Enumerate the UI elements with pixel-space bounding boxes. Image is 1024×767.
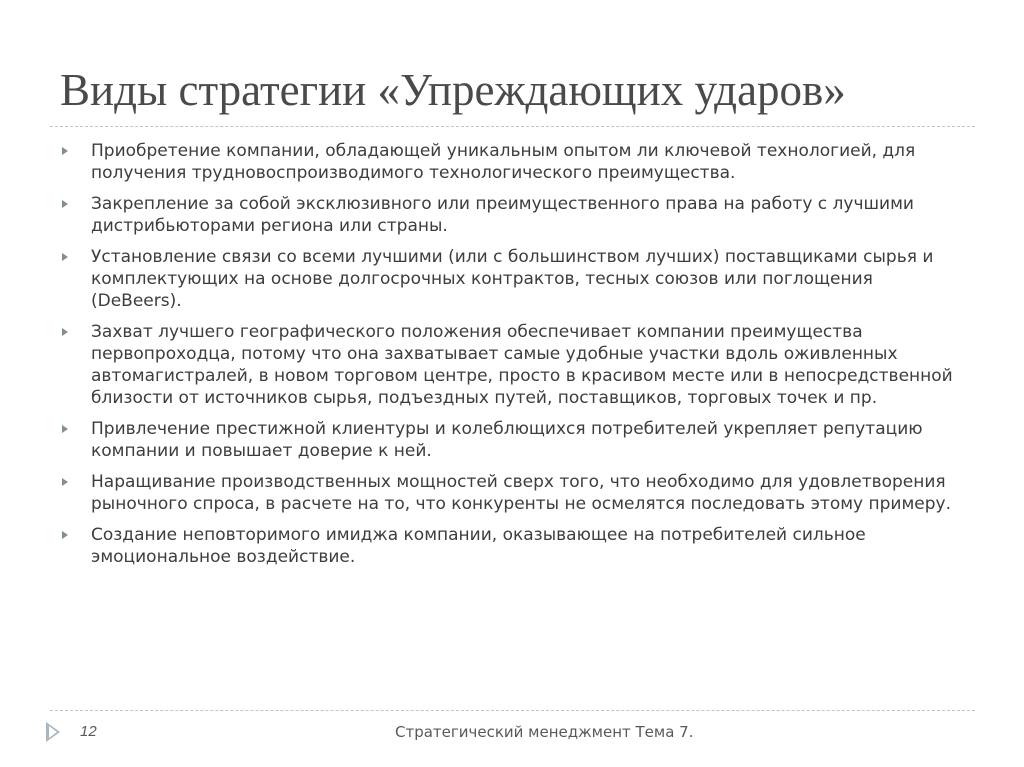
triangle-bullet-icon <box>62 200 68 208</box>
triangle-bullet-icon <box>62 253 68 261</box>
triangle-bullet-icon <box>62 328 68 336</box>
slide-title: Виды стратегии «Упреждающих ударов» <box>60 65 846 115</box>
footer-text: Стратегический менеджмент Тема 7. <box>395 723 694 741</box>
triangle-bullet-icon <box>62 147 68 155</box>
title-divider <box>50 126 975 127</box>
page-number: 12 <box>80 723 97 740</box>
bullet-text: Установление связи со всеми лучшими (или с большинством лучших) поставщиками сырья и комплектующих на основе долгосрочных контрактов, тесных союзов или поглощения (DeBeers). <box>91 247 934 311</box>
triangle-bullet-icon <box>62 478 68 486</box>
footer-arrow-icon <box>46 722 60 742</box>
bullet-item <box>60 524 960 568</box>
bullet-list <box>60 140 960 577</box>
bullet-text: Приобретение компании, обладающей уникальным опытом ли ключевой технологией, для получения трудновоспроизводимого технологического преимущества. <box>91 141 916 183</box>
bullet-item <box>60 193 960 237</box>
bullet-text: Наращивание производственных мощностей сверх того, что необходимо для удовлетворения рыночного спроса, в расчете на то, что конкуренты не осмелятся последовать этому примеру. <box>91 472 952 514</box>
bullet-item <box>60 471 960 515</box>
bullet-item <box>60 321 960 409</box>
bullet-item <box>60 418 960 462</box>
triangle-bullet-icon <box>62 425 68 433</box>
footer-divider <box>50 710 975 711</box>
bullet-item <box>60 140 960 184</box>
triangle-bullet-icon <box>62 531 68 539</box>
bullet-item <box>60 246 960 312</box>
bullet-text: Закрепление за собой эксклюзивного или преимущественного права на работу с лучшими дистрибьюторами региона или страны. <box>91 194 914 236</box>
bullet-text: Привлечение престижной клиентуры и колеблющихся потребителей укрепляет репутацию компании и повышает доверие к ней. <box>91 419 923 461</box>
bullet-text: Захват лучшего географического положения обеспечивает компании преимущества первопроходца, потому что она захватывает самые удобные участки вдоль оживленных автомагистралей, в новом торговом центре, просто в красивом месте или в непосредственной близости от источников сырья, подъездных путей, поставщиков, торговых точек и пр. <box>91 322 953 408</box>
bullet-text: Создание неповторимого имиджа компании, оказывающее на потребителей сильное эмоциональное воздействие. <box>91 525 866 567</box>
